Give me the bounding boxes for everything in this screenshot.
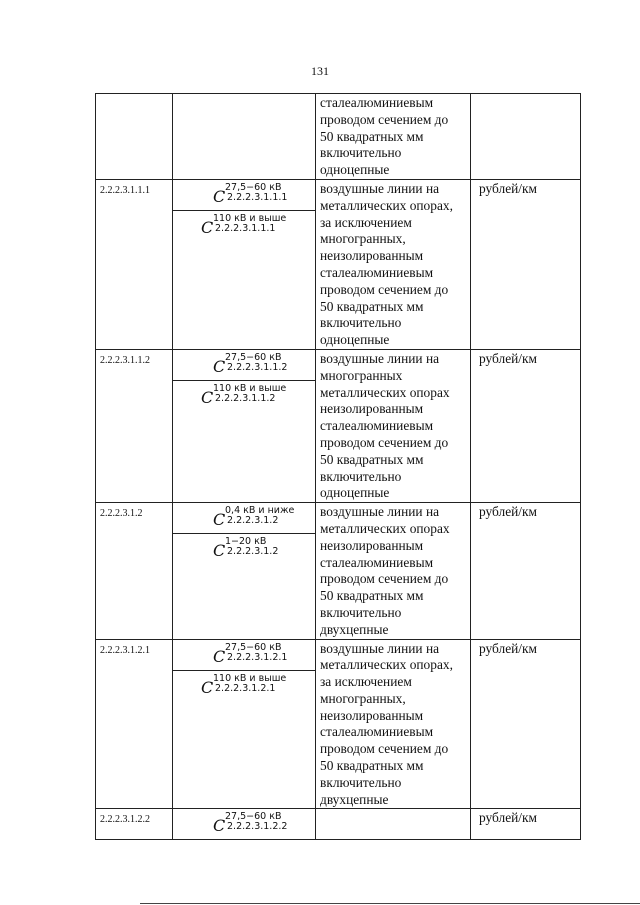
formula-subscript: 2.2.2.3.1.2.1	[227, 651, 288, 663]
bottom-rule	[140, 903, 640, 904]
formula-expression	[213, 351, 287, 377]
rate-formula	[173, 210, 315, 238]
formula-symbol: C	[201, 387, 214, 407]
formula-superscript: 1−20 кВ	[225, 536, 267, 548]
formula-subscript: 2.2.2.3.1.2	[227, 546, 279, 558]
formula-cell	[173, 94, 316, 180]
description-line: многогранных	[320, 367, 403, 383]
row-description	[316, 503, 471, 639]
formula-cell	[173, 349, 316, 502]
row-unit: рублей/км	[471, 349, 581, 502]
description-line: металлических опорах,	[320, 657, 453, 673]
formula-superscript: 27,5−60 кВ	[225, 811, 282, 823]
description-line: за исключением	[320, 674, 412, 690]
rate-formula	[173, 350, 315, 380]
description-line: одноцепные	[320, 485, 390, 501]
description-line: двухцепные	[320, 621, 389, 637]
formula-subscript: 2.2.2.3.1.2	[227, 515, 279, 527]
rate-formula	[173, 503, 315, 533]
formula-subscript: 2.2.2.3.1.2.1	[215, 682, 276, 694]
formula-subscript: 2.2.2.3.1.1.1	[227, 191, 288, 203]
description-line: за исключением	[320, 214, 412, 230]
formula-superscript: 27,5−60 кВ	[225, 641, 282, 653]
description-line: неизолированным	[320, 537, 424, 553]
tariff-table	[95, 93, 581, 840]
formula-expression	[201, 382, 286, 408]
description-line: неизолированным	[320, 707, 424, 723]
formula-symbol: C	[213, 356, 226, 376]
description-line: металлических опорах	[320, 520, 450, 536]
description-line: сталеалюминиевым	[320, 95, 434, 110]
description-line: неизолированным	[320, 401, 424, 417]
description-line: металлических опорах	[320, 384, 450, 400]
rate-formula	[173, 809, 315, 839]
description-line: сталеалюминиевым	[320, 554, 434, 570]
formula-symbol: C	[213, 816, 226, 836]
description-line: проводом сечением до	[320, 281, 449, 297]
row-unit	[471, 94, 581, 180]
row-description	[316, 639, 471, 809]
row-code: 2.2.2.3.1.1.2	[96, 349, 173, 502]
formula-expression	[213, 504, 294, 530]
table-row	[96, 809, 581, 840]
formula-expression	[201, 672, 286, 698]
description-line: металлических опорах,	[320, 197, 453, 213]
rate-formula	[173, 640, 315, 670]
formula-expression	[213, 181, 287, 207]
formula-cell	[173, 809, 316, 840]
rate-formula	[173, 533, 315, 561]
formula-symbol: C	[201, 217, 214, 237]
description-line: 50 квадратных мм	[320, 298, 424, 314]
formula-symbol: C	[213, 186, 226, 206]
description-line: воздушные линии на	[320, 640, 440, 656]
row-code	[96, 94, 173, 180]
description-line: одноцепные	[320, 162, 390, 178]
formula-cell	[173, 639, 316, 809]
description-line: одноцепные	[320, 332, 390, 348]
formula-superscript: 0,4 кВ и ниже	[225, 505, 295, 517]
formula-symbol: C	[213, 510, 226, 530]
formula-superscript: 27,5−60 кВ	[225, 351, 282, 363]
row-unit: рублей/км	[471, 809, 581, 840]
description-line: включительно	[320, 774, 402, 790]
description-line: многогранных,	[320, 231, 406, 247]
description-line: воздушные линии на	[320, 350, 440, 366]
row-unit: рублей/км	[471, 179, 581, 349]
formula-cell	[173, 503, 316, 639]
description-line: 50 квадратных мм	[320, 758, 424, 774]
tariff-table-body	[96, 94, 581, 840]
description-line: проводом сечением до	[320, 571, 449, 587]
description-line: воздушные линии на	[320, 504, 440, 520]
formula-expression	[213, 535, 278, 561]
description-line: неизолированным	[320, 248, 424, 264]
row-description	[316, 809, 471, 840]
formula-symbol: C	[213, 541, 226, 561]
table-row	[96, 94, 581, 180]
formula-subscript: 2.2.2.3.1.1.2	[215, 392, 276, 404]
table-row	[96, 179, 581, 349]
formula-subscript: 2.2.2.3.1.2.2	[227, 821, 288, 833]
row-code: 2.2.2.3.1.2	[96, 503, 173, 639]
description-line: сталеалюминиевым	[320, 724, 434, 740]
row-description	[316, 179, 471, 349]
row-description	[316, 94, 471, 180]
description-line: сталеалюминиевым	[320, 418, 434, 434]
row-unit: рублей/км	[471, 639, 581, 809]
page-number: 131	[311, 64, 329, 78]
formula-superscript: 110 кВ и выше	[213, 212, 287, 224]
description-line: 50 квадратных мм	[320, 128, 424, 144]
table-row	[96, 349, 581, 502]
formula-superscript: 27,5−60 кВ	[225, 181, 282, 193]
description-line: двухцепные	[320, 791, 389, 807]
formula-subscript: 2.2.2.3.1.1.2	[227, 361, 288, 373]
description-line: проводом сечением до	[320, 434, 449, 450]
rate-formula	[173, 670, 315, 698]
description-line: 50 квадратных мм	[320, 451, 424, 467]
description-line: воздушные линии на	[320, 180, 440, 196]
formula-superscript: 110 кВ и выше	[213, 672, 287, 684]
description-line: включительно	[320, 315, 402, 331]
row-unit: рублей/км	[471, 503, 581, 639]
rate-formula	[173, 180, 315, 210]
description-line: включительно	[320, 604, 402, 620]
table-row	[96, 639, 581, 809]
formula-symbol: C	[213, 646, 226, 666]
description-line: проводом сечением до	[320, 741, 449, 757]
description-line: включительно	[320, 145, 402, 161]
row-code: 2.2.2.3.1.2.1	[96, 639, 173, 809]
formula-superscript: 110 кВ и выше	[213, 382, 287, 394]
row-code: 2.2.2.3.1.1.1	[96, 179, 173, 349]
description-line: 50 квадратных мм	[320, 588, 424, 604]
description-line: проводом сечением до	[320, 111, 449, 127]
formula-expression	[213, 810, 287, 836]
rate-formula	[173, 380, 315, 408]
formula-symbol: C	[201, 677, 214, 697]
row-description	[316, 349, 471, 502]
description-line: многогранных,	[320, 690, 406, 706]
formula-subscript: 2.2.2.3.1.1.1	[215, 222, 276, 234]
description-line: включительно	[320, 468, 402, 484]
table-row	[96, 503, 581, 639]
row-code: 2.2.2.3.1.2.2	[96, 809, 173, 840]
formula-cell	[173, 179, 316, 349]
formula-expression	[213, 641, 287, 667]
formula-expression	[201, 212, 286, 238]
description-line: сталеалюминиевым	[320, 264, 434, 280]
